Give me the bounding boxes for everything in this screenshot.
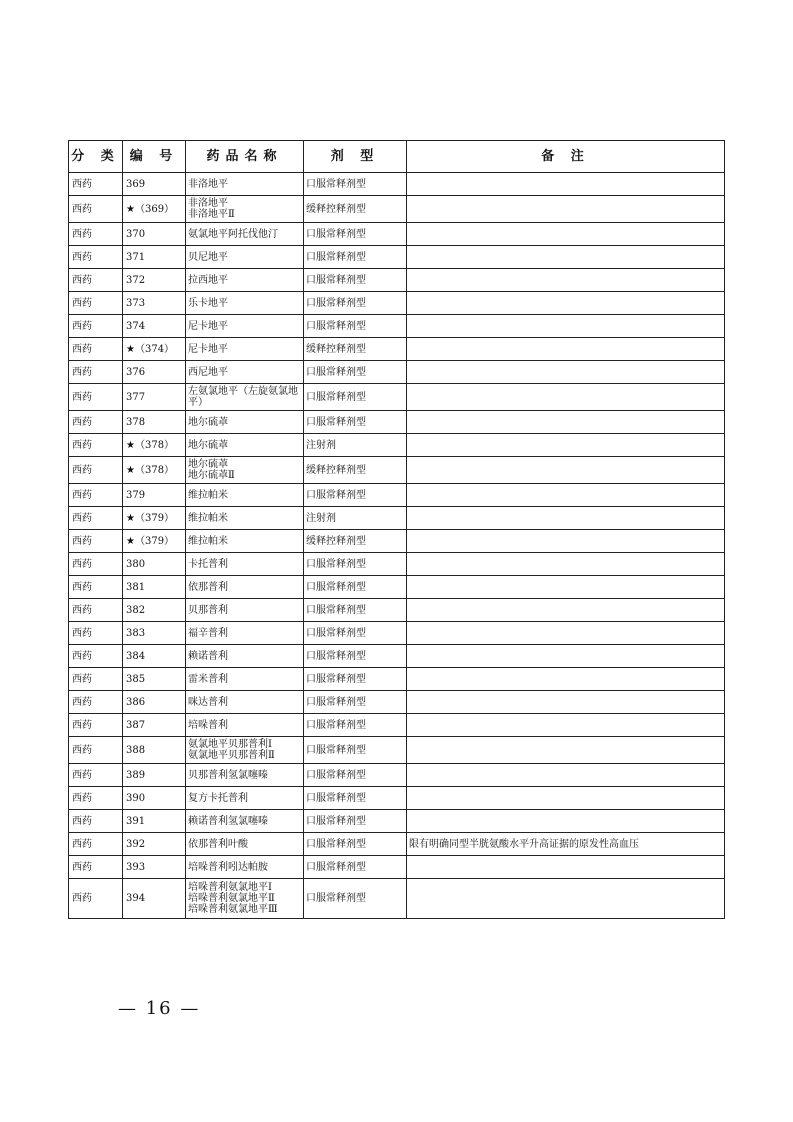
dosage-form-cell: 缓释控释剂型 [304, 530, 407, 553]
remark-cell [407, 530, 725, 553]
drug-name-cell: 乐卡地平 [186, 292, 304, 315]
category-cell: 西药 [69, 668, 123, 691]
dosage-form-cell: 口服常释剂型 [304, 484, 407, 507]
number-cell: ★（379） [123, 507, 186, 530]
drug-name-cell: 左氨氯地平（左旋氨氯地 平） [186, 384, 304, 411]
remark-cell [407, 173, 725, 196]
number-cell: ★（378） [123, 434, 186, 457]
header-drug-name: 药品名称 [186, 141, 304, 173]
remark-cell [407, 879, 725, 919]
remark-cell [407, 411, 725, 434]
drug-name-cell: 贝尼地平 [186, 246, 304, 269]
number-cell: 369 [123, 173, 186, 196]
number-cell: 391 [123, 810, 186, 833]
dosage-form-cell: 口服常释剂型 [304, 292, 407, 315]
number-cell: 386 [123, 691, 186, 714]
number-cell: 374 [123, 315, 186, 338]
number-cell: ★（369） [123, 196, 186, 223]
table-row [69, 787, 725, 810]
drug-name-cell: 尼卡地平 [186, 315, 304, 338]
table-row [69, 810, 725, 833]
table-row [69, 530, 725, 553]
drug-catalog-table [68, 140, 725, 919]
table-row [69, 856, 725, 879]
drug-name-cell: 尼卡地平 [186, 338, 304, 361]
remark-cell [407, 622, 725, 645]
remark-cell [407, 338, 725, 361]
dosage-form-cell: 口服常释剂型 [304, 691, 407, 714]
remark-cell [407, 196, 725, 223]
number-cell: 390 [123, 787, 186, 810]
dosage-form-cell: 注射剂 [304, 507, 407, 530]
number-cell: 393 [123, 856, 186, 879]
category-cell: 西药 [69, 553, 123, 576]
table-row [69, 269, 725, 292]
category-cell: 西药 [69, 246, 123, 269]
remark-cell [407, 810, 725, 833]
table-row [69, 553, 725, 576]
dosage-form-cell: 口服常释剂型 [304, 810, 407, 833]
table-row [69, 668, 725, 691]
category-cell: 西药 [69, 599, 123, 622]
table-row [69, 173, 725, 196]
dosage-form-cell: 缓释控释剂型 [304, 196, 407, 223]
dosage-form-cell: 口服常释剂型 [304, 668, 407, 691]
remark-cell: 限有明确同型半胱氨酸水平升高证据的原发性高血压 [407, 833, 725, 856]
dosage-form-cell: 口服常释剂型 [304, 787, 407, 810]
number-cell: 385 [123, 668, 186, 691]
number-cell: ★（379） [123, 530, 186, 553]
category-cell: 西药 [69, 764, 123, 787]
number-cell: 387 [123, 714, 186, 737]
table-row [69, 484, 725, 507]
remark-cell [407, 668, 725, 691]
table-row [69, 457, 725, 484]
dosage-form-cell: 口服常释剂型 [304, 361, 407, 384]
page-number: — 16 — [118, 998, 201, 1019]
drug-name-cell: 培哚普利 [186, 714, 304, 737]
table-row [69, 714, 725, 737]
number-cell: 372 [123, 269, 186, 292]
drug-name-cell: 拉西地平 [186, 269, 304, 292]
table-row [69, 315, 725, 338]
remark-cell [407, 856, 725, 879]
dosage-form-cell: 口服常释剂型 [304, 269, 407, 292]
dosage-form-cell: 口服常释剂型 [304, 622, 407, 645]
number-cell: 394 [123, 879, 186, 919]
remark-cell [407, 269, 725, 292]
drug-name-cell: 维拉帕米 [186, 530, 304, 553]
remark-cell [407, 691, 725, 714]
dosage-form-cell: 口服常释剂型 [304, 411, 407, 434]
category-cell: 西药 [69, 787, 123, 810]
header-dosage-form: 剂 型 [304, 141, 407, 173]
dosage-form-cell: 口服常释剂型 [304, 833, 407, 856]
drug-name-cell: 赖诺普利 [186, 645, 304, 668]
drug-name-cell: 培哚普利吲达帕胺 [186, 856, 304, 879]
category-cell: 西药 [69, 484, 123, 507]
remark-cell [407, 787, 725, 810]
drug-name-cell: 福辛普利 [186, 622, 304, 645]
table-row [69, 361, 725, 384]
table-row [69, 223, 725, 246]
table-row [69, 645, 725, 668]
number-cell: 376 [123, 361, 186, 384]
dosage-form-cell: 口服常释剂型 [304, 764, 407, 787]
header-number: 编 号 [123, 141, 186, 173]
drug-name-cell: 卡托普利 [186, 553, 304, 576]
remark-cell [407, 315, 725, 338]
table-row [69, 434, 725, 457]
number-cell: 370 [123, 223, 186, 246]
category-cell: 西药 [69, 361, 123, 384]
number-cell: 380 [123, 553, 186, 576]
table-body [69, 173, 725, 919]
dosage-form-cell: 口服常释剂型 [304, 576, 407, 599]
drug-name-cell: 依那普利 [186, 576, 304, 599]
dosage-form-cell: 口服常释剂型 [304, 384, 407, 411]
drug-name-cell: 西尼地平 [186, 361, 304, 384]
drug-name-cell: 贝那普利氢氯噻嗪 [186, 764, 304, 787]
header-category: 分 类 [69, 141, 123, 173]
drug-name-cell: 维拉帕米 [186, 507, 304, 530]
remark-cell [407, 714, 725, 737]
table-row [69, 576, 725, 599]
category-cell: 西药 [69, 576, 123, 599]
number-cell: 392 [123, 833, 186, 856]
dosage-form-cell: 口服常释剂型 [304, 246, 407, 269]
dosage-form-cell: 缓释控释剂型 [304, 457, 407, 484]
dosage-form-cell: 口服常释剂型 [304, 599, 407, 622]
number-cell: 383 [123, 622, 186, 645]
number-cell: 379 [123, 484, 186, 507]
category-cell: 西药 [69, 810, 123, 833]
category-cell: 西药 [69, 411, 123, 434]
remark-cell [407, 223, 725, 246]
table-row [69, 384, 725, 411]
category-cell: 西药 [69, 196, 123, 223]
table-row [69, 196, 725, 223]
remark-cell [407, 737, 725, 764]
drug-name-cell: 地尔硫䓬 [186, 411, 304, 434]
category-cell: 西药 [69, 645, 123, 668]
table-row [69, 411, 725, 434]
header-remark: 备 注 [407, 141, 725, 173]
category-cell: 西药 [69, 833, 123, 856]
number-cell: 377 [123, 384, 186, 411]
remark-cell [407, 576, 725, 599]
remark-cell [407, 384, 725, 411]
drug-name-cell: 地尔硫䓬 地尔硫䓬Ⅱ [186, 457, 304, 484]
category-cell: 西药 [69, 530, 123, 553]
drug-name-cell: 雷米普利 [186, 668, 304, 691]
remark-cell [407, 361, 725, 384]
dosage-form-cell: 口服常释剂型 [304, 645, 407, 668]
category-cell: 西药 [69, 457, 123, 484]
number-cell: 378 [123, 411, 186, 434]
table-row [69, 879, 725, 919]
drug-name-cell: 地尔硫䓬 [186, 434, 304, 457]
dosage-form-cell: 口服常释剂型 [304, 173, 407, 196]
drug-name-cell: 培哚普利氨氯地平Ⅰ 培哚普利氨氯地平Ⅱ 培哚普利氨氯地平Ⅲ [186, 879, 304, 919]
table-row [69, 833, 725, 856]
category-cell: 西药 [69, 269, 123, 292]
drug-name-cell: 贝那普利 [186, 599, 304, 622]
drug-name-cell: 氨氯地平阿托伐他汀 [186, 223, 304, 246]
category-cell: 西药 [69, 691, 123, 714]
remark-cell [407, 434, 725, 457]
category-cell: 西药 [69, 622, 123, 645]
dosage-form-cell: 口服常释剂型 [304, 714, 407, 737]
category-cell: 西药 [69, 384, 123, 411]
remark-cell [407, 645, 725, 668]
number-cell: 388 [123, 737, 186, 764]
table-row [69, 764, 725, 787]
table-row [69, 691, 725, 714]
remark-cell [407, 599, 725, 622]
remark-cell [407, 507, 725, 530]
table-row [69, 507, 725, 530]
dosage-form-cell: 口服常释剂型 [304, 315, 407, 338]
category-cell: 西药 [69, 315, 123, 338]
number-cell: 373 [123, 292, 186, 315]
number-cell: 384 [123, 645, 186, 668]
number-cell: 371 [123, 246, 186, 269]
dosage-form-cell: 口服常释剂型 [304, 223, 407, 246]
category-cell: 西药 [69, 714, 123, 737]
category-cell: 西药 [69, 338, 123, 361]
remark-cell [407, 553, 725, 576]
drug-name-cell: 赖诺普利氢氯噻嗪 [186, 810, 304, 833]
drug-name-cell: 咪达普利 [186, 691, 304, 714]
number-cell: 381 [123, 576, 186, 599]
category-cell: 西药 [69, 737, 123, 764]
drug-name-cell: 非洛地平 非洛地平Ⅱ [186, 196, 304, 223]
number-cell: ★（374） [123, 338, 186, 361]
number-cell: ★（378） [123, 457, 186, 484]
category-cell: 西药 [69, 173, 123, 196]
number-cell: 382 [123, 599, 186, 622]
drug-name-cell: 依那普利叶酸 [186, 833, 304, 856]
table-row [69, 292, 725, 315]
category-cell: 西药 [69, 292, 123, 315]
table-row [69, 246, 725, 269]
remark-cell [407, 457, 725, 484]
category-cell: 西药 [69, 507, 123, 530]
remark-cell [407, 246, 725, 269]
table-row [69, 338, 725, 361]
drug-name-cell: 非洛地平 [186, 173, 304, 196]
dosage-form-cell: 缓释控释剂型 [304, 338, 407, 361]
dosage-form-cell: 口服常释剂型 [304, 856, 407, 879]
remark-cell [407, 764, 725, 787]
category-cell: 西药 [69, 223, 123, 246]
table-row [69, 737, 725, 764]
category-cell: 西药 [69, 434, 123, 457]
number-cell: 389 [123, 764, 186, 787]
remark-cell [407, 292, 725, 315]
dosage-form-cell: 口服常释剂型 [304, 879, 407, 919]
remark-cell [407, 484, 725, 507]
table-header-row [69, 141, 725, 173]
drug-name-cell: 维拉帕米 [186, 484, 304, 507]
category-cell: 西药 [69, 856, 123, 879]
table-row [69, 622, 725, 645]
category-cell: 西药 [69, 879, 123, 919]
table-row [69, 599, 725, 622]
drug-name-cell: 氨氯地平贝那普利Ⅰ 氨氯地平贝那普利Ⅱ [186, 737, 304, 764]
dosage-form-cell: 口服常释剂型 [304, 553, 407, 576]
dosage-form-cell: 口服常释剂型 [304, 737, 407, 764]
dosage-form-cell: 注射剂 [304, 434, 407, 457]
drug-name-cell: 复方卡托普利 [186, 787, 304, 810]
